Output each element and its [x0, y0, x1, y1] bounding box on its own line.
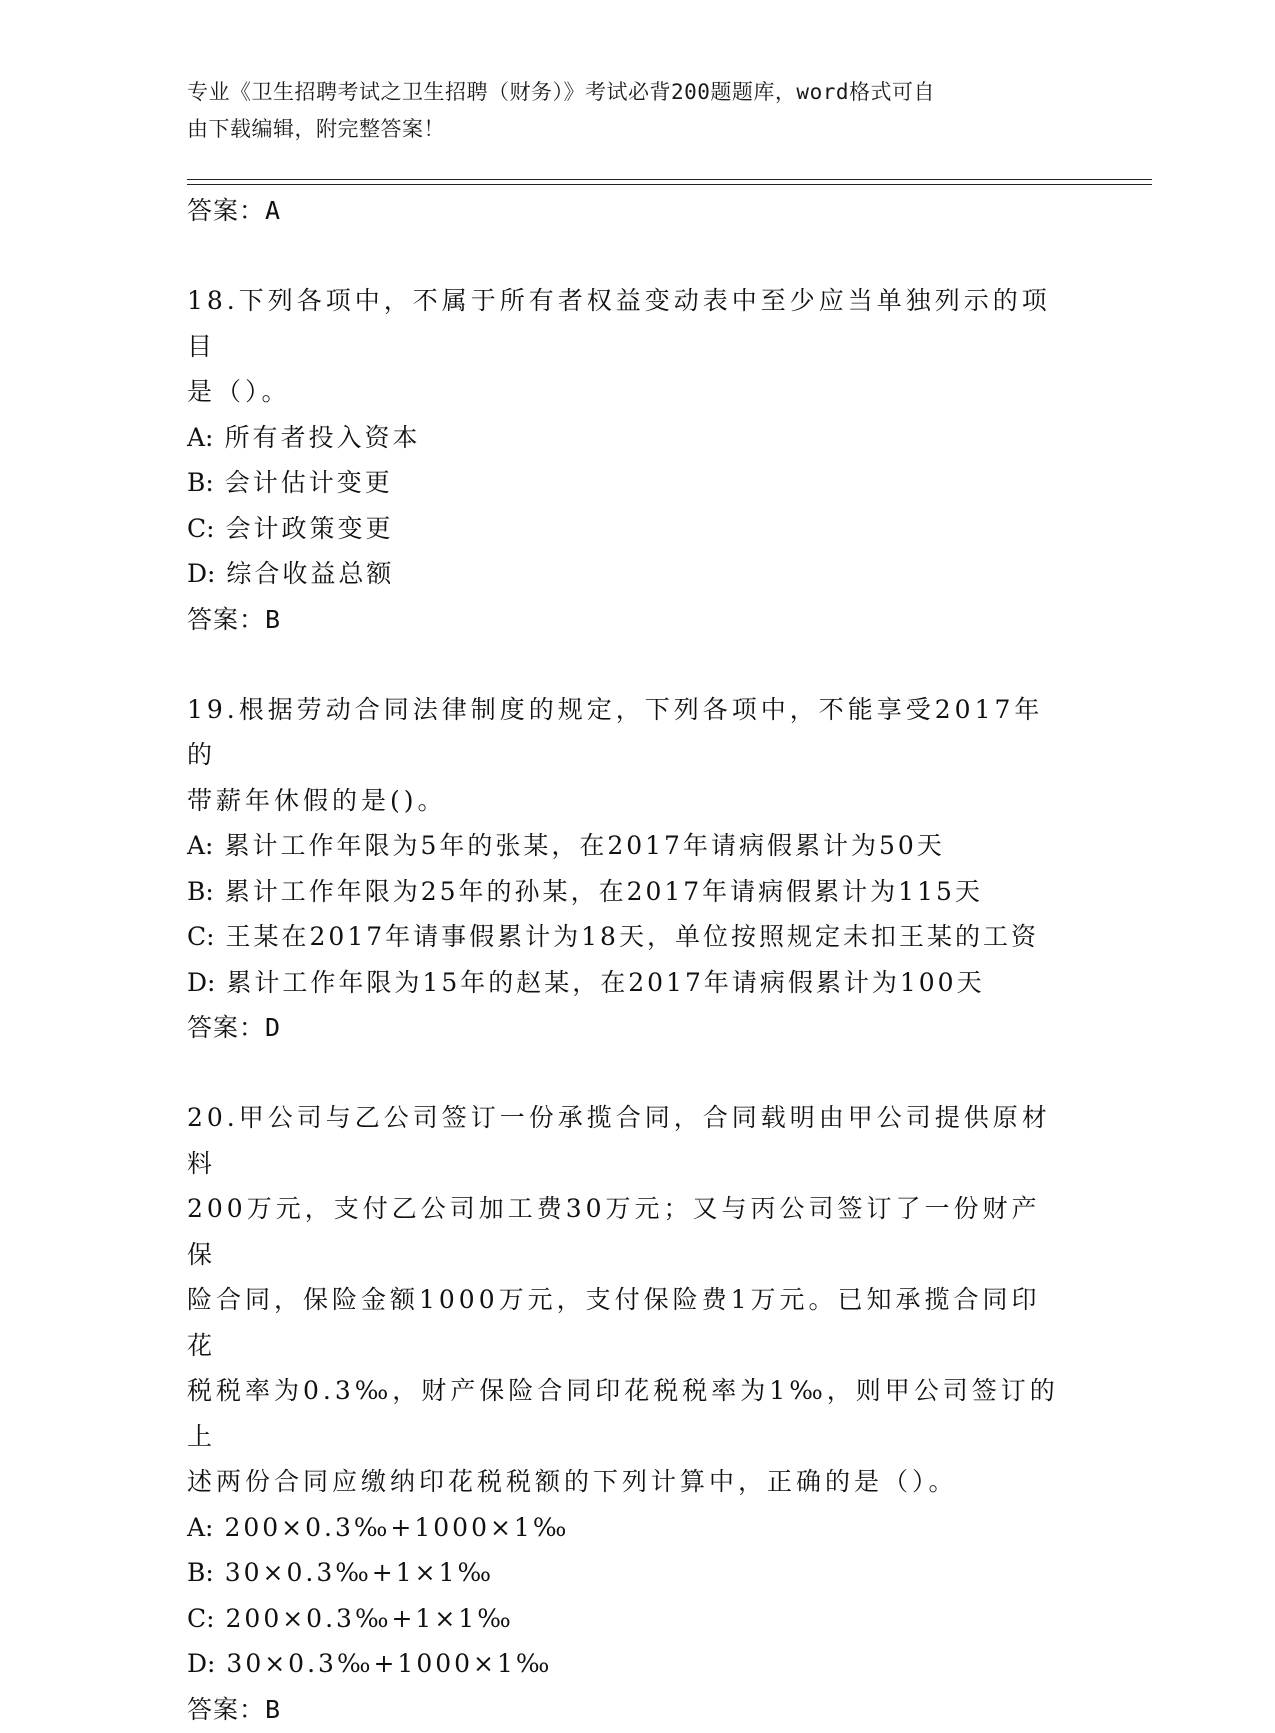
- answer-value: B: [265, 1694, 281, 1724]
- answer-label: 答案：: [187, 1013, 266, 1042]
- option-a: [187, 823, 1067, 869]
- answer-value: D: [265, 1013, 281, 1042]
- spacer: [187, 643, 1067, 687]
- option-letter: A:: [187, 831, 214, 860]
- question-stem-line: 述两份合同应缴纳印花税税额的下列计算中，正确的是（）。: [187, 1467, 958, 1496]
- option-c: [187, 506, 1067, 552]
- option-text: 会计政策变更: [225, 513, 394, 543]
- option-letter: B:: [187, 468, 214, 497]
- option-letter: A:: [187, 1512, 214, 1542]
- question-stem: [187, 278, 1067, 415]
- answer-value: B: [265, 604, 281, 634]
- question-stem: [187, 1095, 1067, 1505]
- option-a: [187, 415, 1067, 461]
- question-stem-line: 19.根据劳动合同法律制度的规定，下列各项中，不能享受2017年的: [187, 694, 1044, 769]
- answer-label: 答案：: [187, 196, 266, 225]
- answer-line: [187, 1687, 1067, 1733]
- option-letter: B:: [187, 876, 214, 906]
- answer-line: [187, 597, 1067, 643]
- header-rule-bottom: [187, 184, 1152, 185]
- option-c: [187, 914, 1067, 960]
- answer-label: 答案：: [187, 604, 266, 634]
- option-letter: D:: [187, 967, 216, 997]
- option-b: [187, 1550, 1067, 1596]
- option-letter: C:: [187, 513, 215, 543]
- option-letter: A:: [187, 422, 214, 452]
- option-letter: C:: [187, 922, 215, 951]
- option-text: 会计估计变更: [224, 468, 393, 497]
- header-line-1: 专业《卫生招聘考试之卫生招聘（财务）》考试必背200题题库，word格式可自: [187, 80, 935, 104]
- question-stem-line: 险合同，保险金额1000万元，支付保险费1万元。已知承揽合同印花: [187, 1285, 1041, 1360]
- option-b: [187, 869, 1067, 915]
- question-stem-line: 20.甲公司与乙公司签订一份承揽合同，合同载明由甲公司提供原材料: [187, 1103, 1051, 1178]
- header-line-2: 由下载编辑，附完整答案！: [187, 117, 445, 141]
- option-text: 30×0.3‰+1000×1‰: [226, 1649, 553, 1678]
- question-stem-line: 200万元，支付乙公司加工费30万元；又与丙公司签订了一份财产保: [187, 1194, 1041, 1269]
- option-text: 所有者投入资本: [224, 422, 421, 452]
- option-letter: D:: [187, 1649, 216, 1678]
- option-d: [187, 960, 1067, 1006]
- option-text: 累计工作年限为25年的孙某，在2017年请病假累计为115天: [224, 876, 983, 906]
- option-d: [187, 551, 1067, 597]
- question-stem-line: 18.下列各项中，不属于所有者权益变动表中至少应当单独列示的项目: [187, 286, 1051, 361]
- option-b: [187, 460, 1067, 506]
- question-stem: [187, 687, 1067, 824]
- question-stem-line: 税税率为0.3‰，财产保险合同印花税税率为1‰，则甲公司签订的上: [187, 1376, 1059, 1451]
- question-stem-line: 带薪年休假的是()。: [187, 785, 447, 815]
- option-text: 200×0.3‰+1000×1‰: [224, 1512, 570, 1542]
- spacer: [187, 1051, 1067, 1095]
- option-a: [187, 1505, 1067, 1551]
- option-letter: B:: [187, 1558, 214, 1587]
- option-c: [187, 1596, 1067, 1642]
- question-stem-line: 是（）。: [187, 377, 291, 406]
- question-block-19: [187, 687, 1067, 1052]
- answer-label: 答案：: [187, 1694, 266, 1724]
- option-letter: D:: [187, 559, 216, 588]
- spacer: [187, 234, 1067, 278]
- answer-line: [187, 1005, 1067, 1051]
- option-text: 200×0.3‰+1×1‰: [225, 1603, 514, 1633]
- option-text: 王某在2017年请事假累计为18天，单位按照规定未扣王某的工资: [225, 922, 1039, 951]
- option-text: 30×0.3‰+1×1‰: [224, 1558, 495, 1587]
- document-body: [187, 188, 1067, 1733]
- header-rule-top: [187, 179, 1152, 180]
- document-header: [187, 74, 1067, 148]
- option-text: 累计工作年限为15年的赵某，在2017年请病假累计为100天: [226, 967, 985, 997]
- option-d: [187, 1641, 1067, 1687]
- answer-line: [187, 188, 1067, 234]
- option-letter: C:: [187, 1603, 215, 1633]
- question-block-18: [187, 278, 1067, 643]
- question-block-20: [187, 1095, 1067, 1733]
- option-text: 累计工作年限为5年的张某，在2017年请病假累计为50天: [224, 831, 945, 860]
- option-text: 综合收益总额: [226, 559, 395, 588]
- answer-value: A: [265, 196, 281, 225]
